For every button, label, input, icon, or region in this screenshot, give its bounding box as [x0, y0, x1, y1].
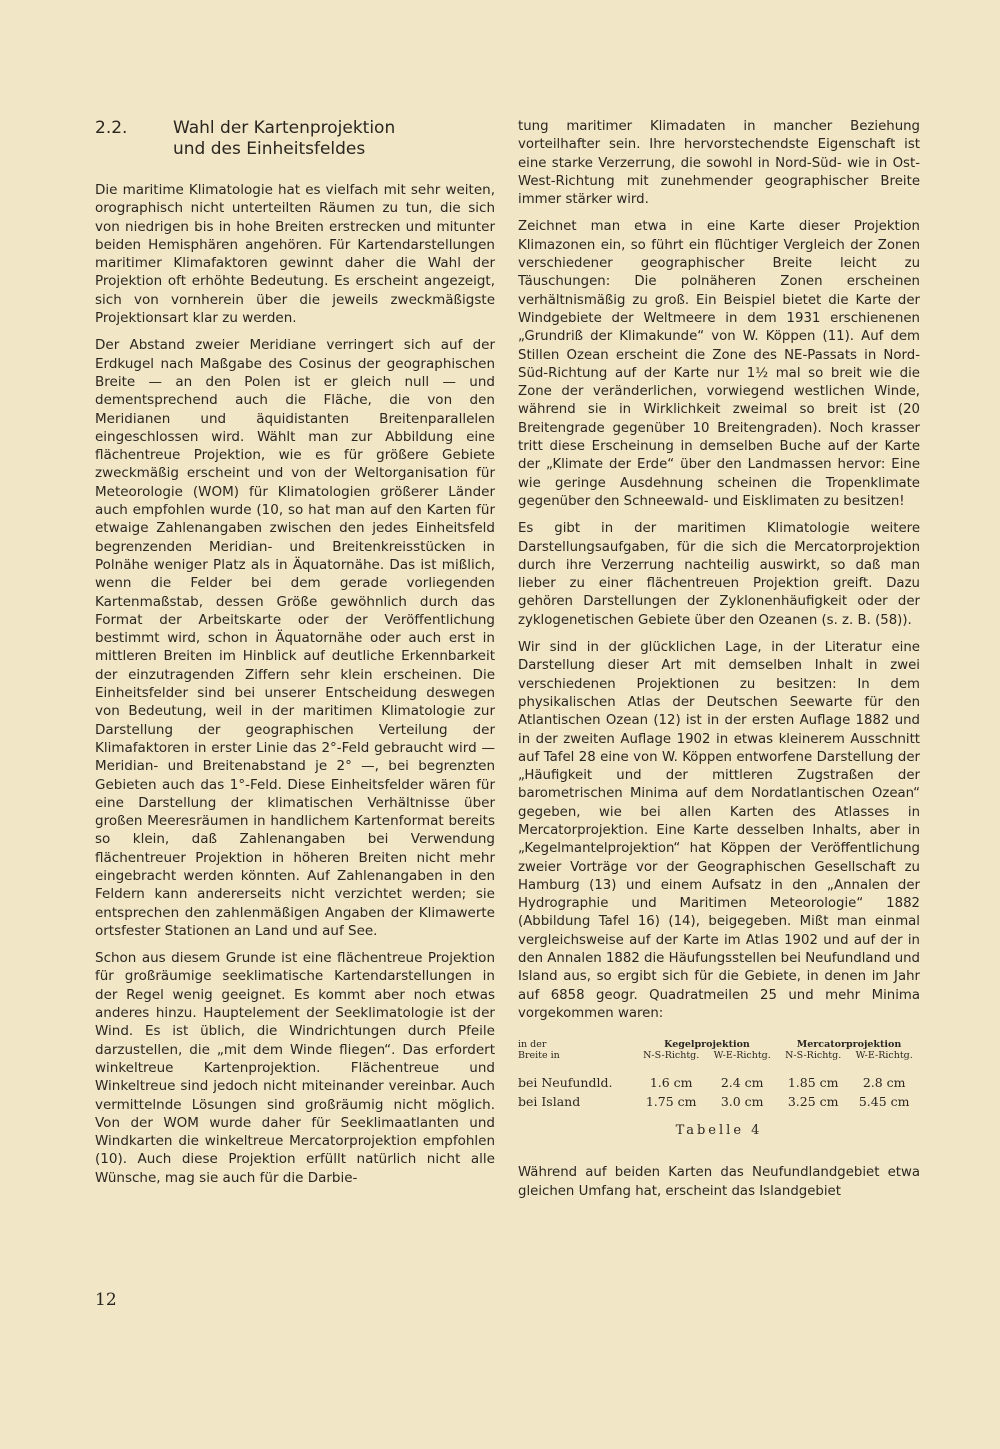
subheader-ns: N-S-Richtg. — [785, 1050, 842, 1062]
cell-value: 2.8 cm — [862, 1075, 906, 1091]
table-header-row — [518, 1039, 920, 1050]
projection-table — [518, 1039, 920, 1138]
cell-value: 1.85 cm — [787, 1075, 839, 1091]
paragraph: Es gibt in der maritimen Klimatologie weitere Darstellungsaufgaben, für die sich die Mercatorprojektion durch ihre Verzerrung nachteilig auswirkt, so daß man lieber zu einer flächentreuen Projektion greift. Dazu gehören Darstellungen der Zyklonenhäufigkeit oder der zyklogenetischen Gebiete über den Ozeanen (s. z. B. (58)). — [518, 521, 920, 628]
section-title-line-1: Wahl der Kartenprojektion — [173, 118, 396, 138]
left-column — [95, 118, 495, 1196]
table-row — [518, 1061, 920, 1092]
subheader-ns: N-S-Richtg. — [643, 1050, 700, 1062]
cell-value: 1.75 cm — [645, 1094, 697, 1110]
right-column — [518, 118, 920, 1210]
table-caption: Tabelle 4 — [675, 1123, 763, 1139]
paragraph: Der Abstand zweier Meridiane verringert sich auf der Erdkugel nach Maßgabe des Cosinus der geographischen Breite — an den Polen ist er gleich null — und dementsprechend auch die Fläche, die von den Meridianen und äquidistanten Breitenparallelen eingeschlossen wird. Wählt man zur Abbildung eine flächentreue Projektion, wie es für größere Gebiete zweckmäßig erscheint und von der Weltorganisation für Meteorologie (WOM) für Klimatologien größerer Länder auch empfohlen wurde (10, so hat man auf den Karten für etwaige Zahlenangaben zwischen den jedes Einheitsfeld begrenzenden Meridian- und Breitenkreisstücken in Polnähe weniger Platz als in Äquatornähe. Das ist mißlich, wenn die Felder bei dem gerade vorliegenden Kartenmaßstab, dessen Größe gewöhnlich durch das Format der Arbeitskarte oder der Veröffentlichung bestimmt wird, schon in Äquatornähe oder auch erst in mittleren Breiten im Hinblick auf deutliche Erkennbarkeit der einzutragenden Ziffern sehr klein erscheinen. Die Einheitsfelder sind bei unserer Entscheidung deswegen von Bedeutung, weil in der maritimen Klimatologie zur Darstellung der geographischen Verteilung der Klimafaktoren in erster Linie das 2°-Feld gebraucht wird — Meridian- und Breitenabstand je 2° —, bei begrenzten Gebieten auch das 1°-Feld. Diese Einheitsfelder wären für eine Darstellung der klimatischen Verhältnisse über großen Meeresräumen in handlichem Kartenformat bereits so klein, daß Zahlenangaben bei Verwendung flächentreuer Projektion in höheren Breiten nicht mehr eingebracht werden könnten. Auf Zahlenangaben in den Feldern kann andererseits nicht verzichtet werden; sie entsprechen den zahlenmäßigen Angaben der Klimawerte ortsfester Stationen an Land und auf See. — [95, 337, 495, 939]
table-header-group-mercator: Mercatorprojektion — [796, 1039, 902, 1051]
section-number: 2.2. — [95, 118, 128, 138]
section-title — [173, 118, 495, 160]
row-label: bei Neufundld. — [518, 1075, 613, 1091]
row-label: bei Island — [518, 1094, 581, 1110]
cell-value: 3.0 cm — [720, 1094, 764, 1110]
cell-value: 3.25 cm — [787, 1094, 839, 1110]
paragraph: Wir sind in der glücklichen Lage, in der Literatur eine Darstellung dieser Art mit demselben Inhalt in zwei verschiedenen Projektionen zu besitzen: In dem physikalischen Atlas der Deutschen Seewarte für den Atlantischen Ozean (12) ist in der ersten Auflage 1882 und in der zweiten Auflage 1902 in etwas kleinerem Ausschnitt auf Tafel 28 eine von W. Köppen entworfene Darstellung der „Häufigkeit und der mittleren Zugstraßen der barometrischen Minima auf dem Nordatlantischen Ozean“ gegeben, wie bei allen Karten des Atlasses in Mercatorprojektion. Eine Karte desselben Inhalts, aber in „Kegelmantelprojektion“ hat Köppen der Veröffentlichung zweier Vorträge vor der Geographischen Gesellschaft zu Hamburg (13) und einem Aufsatz in den „Annalen der Hydrographie und Maritimen Meteorologie“ 1882 (Abbildung Tafel 16) (14), beigegeben. Mißt man einmal vergleichsweise auf der Karte im Atlas 1902 und auf der in den Annalen 1882 die Häufungsstellen bei Neufundland und Island aus, so ergibt sich für die Gebiete, in denen im Jahr auf 6858 geogr. Quadratmeilen 25 und mehr Minima vorgekommen waren: — [518, 640, 920, 1021]
table-header-group-kegel: Kegelprojektion — [664, 1039, 750, 1051]
paragraph: Schon aus diesem Grunde ist eine flächentreue Projektion für großräumige seeklimatische Kartendarstellungen in der Regel wenig geeignet. Es kommt aber noch etwas anderes hinzu. Hauptelement der Seeklimatologie ist der Wind. Es ist üblich, die Windrichtungen durch Pfeile darzustellen, die „mit dem Winde fliegen“. Das erfordert winkeltreue Kartenprojektion. Flächentreue und Winkeltreue sind jedoch nicht miteinander vereinbar. Auch vermittelnde Lösungen sind großräumig nicht möglich. Von der WOM wurde daher für Seeklimaatlanten und Windkarten die winkeltreue Mercatorprojektion empfohlen (10). Auch diese Projektion erfüllt natürlich nicht alle Wünsche, mag sie auch für die Darbie- — [95, 950, 495, 1186]
header-label-line-1: in der — [518, 1039, 547, 1051]
cell-value: 5.45 cm — [858, 1094, 910, 1110]
header-label-line-2: Breite in — [518, 1050, 560, 1062]
cell-value: 2.4 cm — [720, 1075, 764, 1091]
section-heading — [95, 118, 495, 160]
data-table — [518, 1039, 920, 1111]
cell-value: 1.6 cm — [649, 1075, 693, 1091]
table-header-label — [518, 1039, 636, 1061]
subheader-we: W-E-Richtg. — [855, 1050, 913, 1062]
section-title-line-2: und des Einheitsfeldes — [173, 139, 366, 159]
paragraph: Zeichnet man etwa in eine Karte dieser Projektion Klimazonen ein, so führt ein flüchtiger Vergleich der Zonen verschiedener geographischer Breite leicht zu Täuschungen: Die polnäheren Zonen erscheinen verhältnismäßig zu groß. Ein Beispiel bietet die Karte der Windgebiete der Weltmeere in dem 1931 erschienenen „Grundriß der Klimakunde“ von W. Köppen (11). Auf dem Stillen Ozean erscheint die Zone des NE-Passats in Nord-Süd-Richtung auf der Karte nur 1½ mal so breit wie die Zone der veränderlichen, vorwiegend westlichen Winde, während sie in Wirklichkeit zweimal so breit ist (20 Breitengrade gegenüber 10 Breitengraden). Noch krasser tritt diese Erscheinung in demselben Buche auf der Karte der „Klimate der Erde“ über den Landmassen hervor: Eine wie geringe Ausdehnung scheinen die Tropenklimate gegenüber den Schneewald- und Eisklimaten zu besitzen! — [518, 219, 920, 509]
page-number: 12 — [95, 1290, 117, 1310]
table-row — [518, 1092, 920, 1111]
subheader-we: W-E-Richtg. — [713, 1050, 771, 1062]
paragraph: Während auf beiden Karten das Neufundlandgebiet etwa gleichen Umfang hat, erscheint das Islandgebiet — [518, 1165, 920, 1199]
paragraph: tung maritimer Klimadaten in mancher Beziehung vorteilhafter sein. Ihre hervorstechendste Eigenschaft ist eine starke Verzerrung, die sowohl in Nord-Süd- wie in Ost-West-Richtung mit zunehmender geographischer Breite immer stärker wird. — [518, 119, 920, 208]
paragraph: Die maritime Klimatologie hat es vielfach mit sehr weiten, orographisch nicht unterteilten Räumen zu tun, die sich von niedrigen bis in hohe Breiten erstrecken und mitunter beiden Hemisphären angehören. Für Kartendarstellungen maritimer Klimafaktoren gewinnt daher die Wahl der Projektion oft erhöhte Bedeutung. Es erscheint angezeigt, sich von vornherein über die jeweils zweckmäßigste Projektionsart klar zu werden. — [95, 182, 495, 327]
